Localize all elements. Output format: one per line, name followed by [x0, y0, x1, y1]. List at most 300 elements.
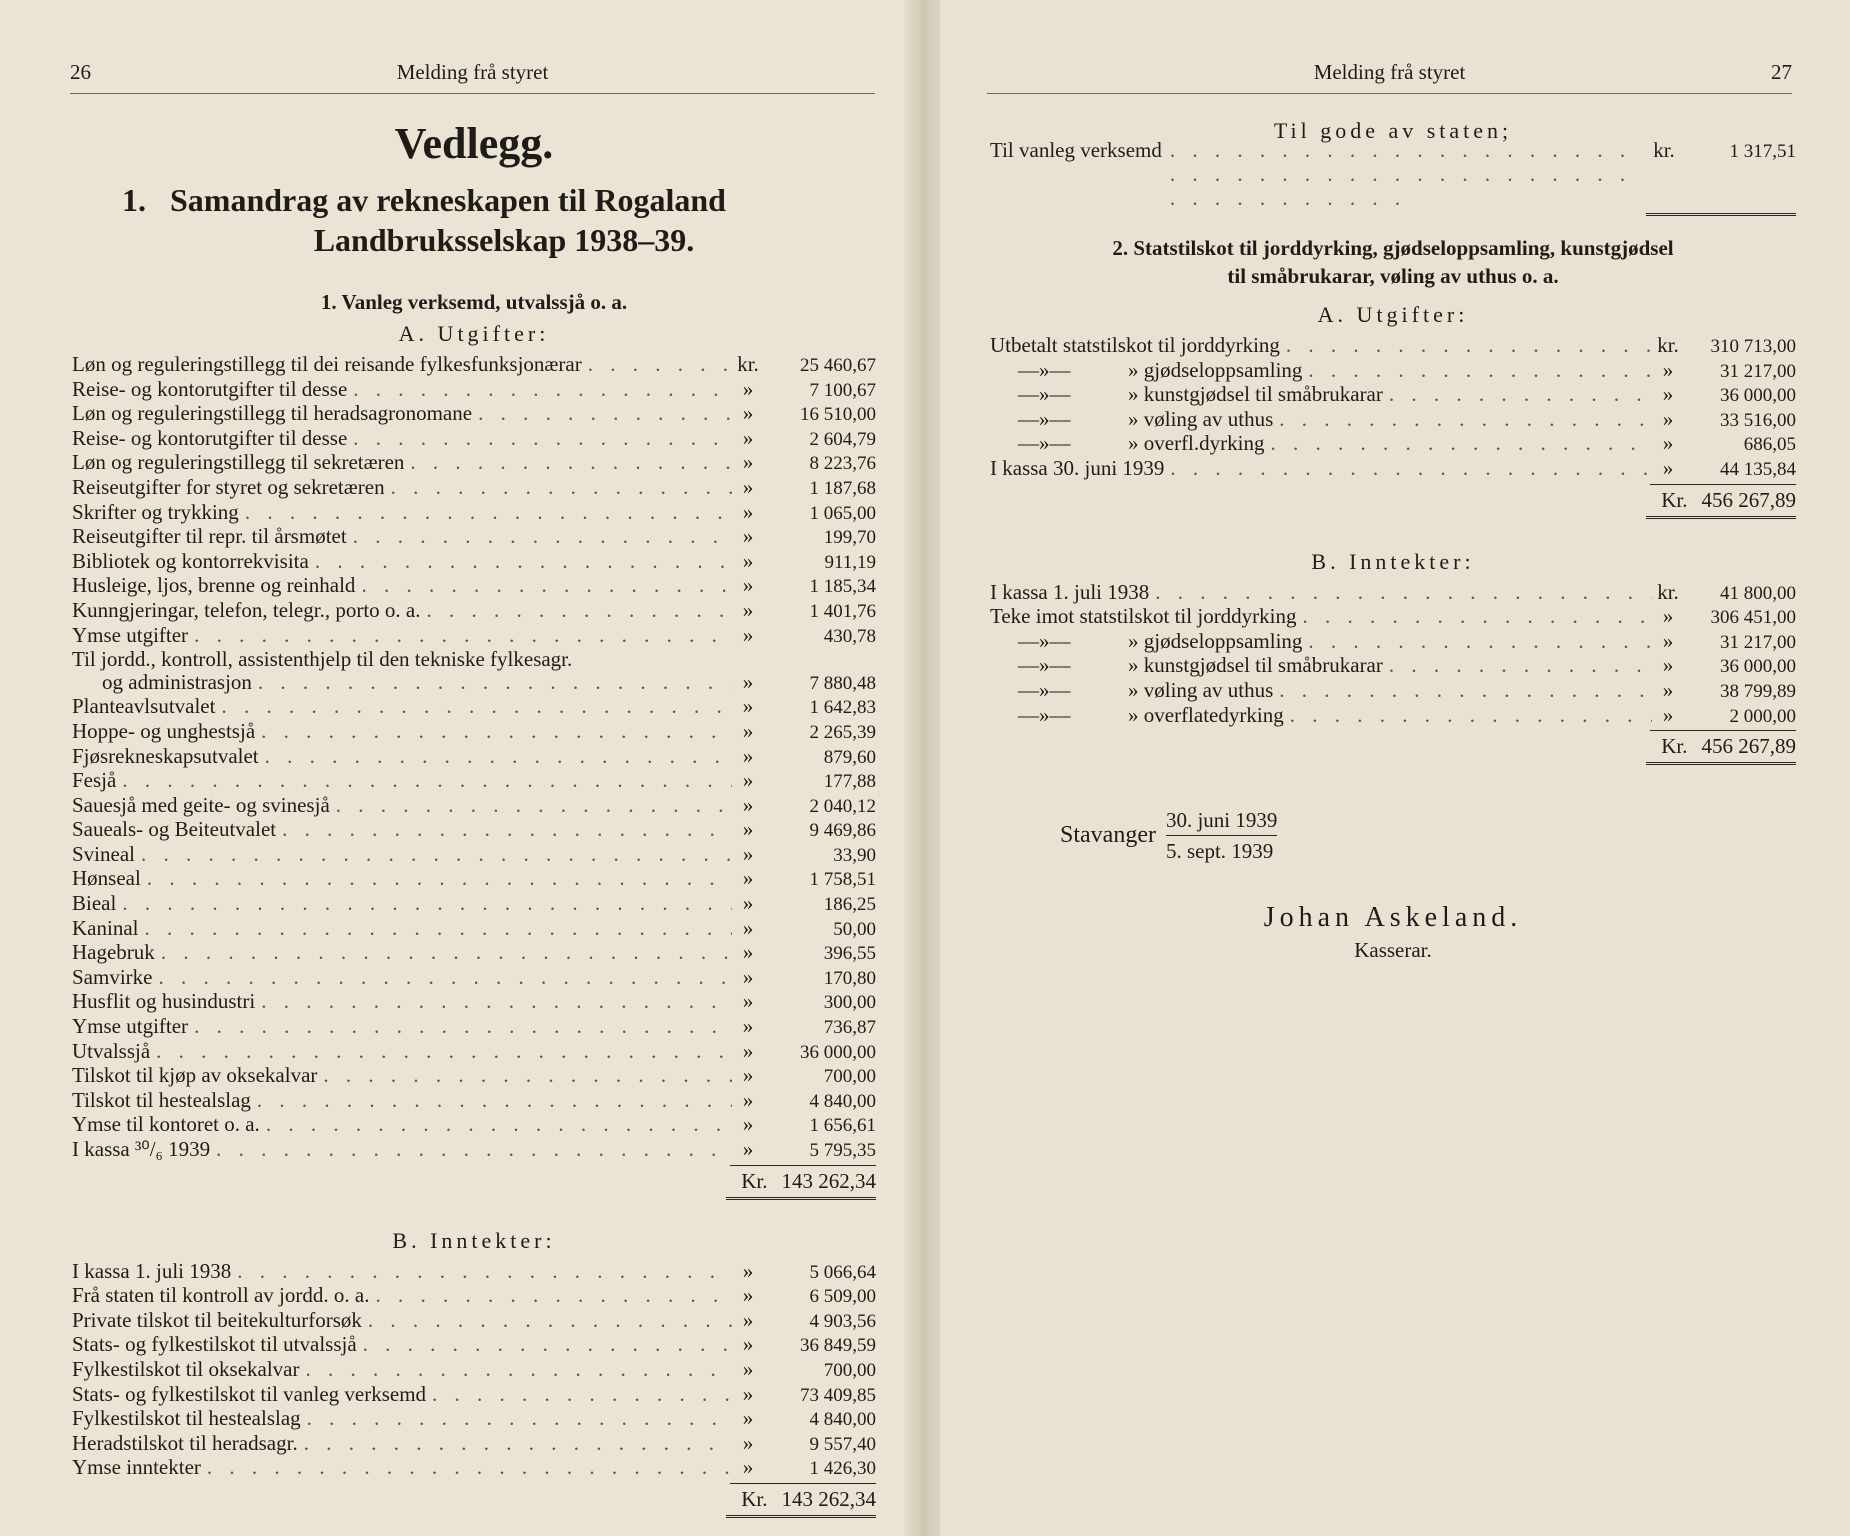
leader-dots: [252, 671, 732, 694]
ledger-amount: 4 903,56: [809, 1310, 876, 1332]
ledger-amount: 700,00: [823, 1066, 876, 1088]
ledger-label-text: Reise- og kontorutgifter til desse: [72, 376, 348, 401]
leader-dots: [1273, 408, 1652, 431]
ledger-row: [72, 695, 876, 720]
ledger-unit: »: [742, 597, 754, 622]
ledger-row: [990, 679, 1796, 704]
ledger-row: [72, 1113, 876, 1138]
ledger-label: [990, 704, 1284, 727]
ledger-amount: 300,00: [823, 992, 876, 1014]
ditto-mark: —»—: [1018, 653, 1071, 678]
ledger-unit: »: [742, 1356, 754, 1381]
ledger-label: [72, 525, 347, 548]
ledger-row: [72, 402, 876, 427]
ledger-label: [72, 818, 276, 841]
ledger-label-text: Stats- og fylkestilskot til utvalssjå: [72, 1332, 357, 1357]
ledger-amount: 306 451,00: [1710, 607, 1796, 629]
ledger-label-text: Reiseutgifter til repr. til årsmøtet: [72, 524, 347, 549]
ledger-row: [72, 720, 876, 745]
ledger-label-text: I kassa 30. juni 1939: [990, 455, 1165, 480]
ledger-amount: 700,00: [823, 1359, 876, 1381]
ledger-row: [990, 383, 1796, 408]
ledger-row: [990, 605, 1796, 630]
total-amount: 143 262,34: [781, 1486, 876, 1511]
ledger-label-text: Private tilskot til beitekulturforsøk: [72, 1307, 362, 1332]
leader-dots: [420, 599, 732, 622]
ledger-unit: »: [1662, 455, 1674, 480]
ledger-row: [990, 654, 1796, 679]
ledger-amount: 38 799,89: [1720, 680, 1796, 702]
leader-dots: [255, 990, 732, 1013]
ledger-unit: »: [742, 891, 754, 916]
ledger-amount: 1 758,51: [809, 869, 876, 891]
ledger-unit: »: [742, 694, 754, 719]
ledger-label-text: Løn og reguleringstillegg til heradsagronomane: [72, 401, 473, 426]
ledger-label: [72, 550, 309, 573]
ledger-label: [990, 457, 1164, 480]
income-total: [990, 730, 1796, 759]
leader-dots: [276, 818, 732, 841]
book-gutter: [904, 0, 940, 1536]
ledger-unit: »: [742, 792, 754, 817]
ledger-label-text: og administrasjon: [102, 669, 252, 694]
ledger-label-text: Samvirke: [72, 964, 153, 989]
ledger-label: [990, 432, 1264, 455]
ledger-amount: 2 265,39: [809, 721, 876, 743]
ledger-row: [990, 408, 1796, 433]
ledger-amount: 9 557,40: [809, 1433, 876, 1455]
ledger-unit: »: [742, 718, 754, 743]
total-amount: 456 267,89: [1701, 734, 1796, 759]
leader-dots: [260, 1113, 732, 1136]
right-page: [922, 0, 1850, 1536]
ledger-row: [990, 630, 1796, 655]
leader-dots: [369, 1284, 732, 1307]
leader-dots: [1273, 679, 1652, 702]
signer-name: Johan Askeland.: [1263, 902, 1523, 934]
ledger-amount: 396,55: [823, 943, 876, 965]
ledger-label: [72, 1407, 301, 1430]
ledger-row: [72, 501, 876, 526]
place-date: [1060, 805, 1796, 866]
leader-dots: [347, 378, 732, 401]
ledger-label: [72, 427, 347, 450]
ledger-label: [72, 624, 188, 647]
ledger-label: [990, 630, 1302, 653]
ledger-label-text: Teke imot statstilskot til jorddyrking: [990, 604, 1297, 629]
ditto-mark: —»—: [1018, 628, 1071, 653]
total-unit: Kr.: [1661, 734, 1688, 759]
ledger-unit: »: [742, 1112, 754, 1137]
ledger-label-text: Sauesjå med geite- og svinesjå: [72, 792, 330, 817]
leader-dots: [141, 867, 732, 890]
ledger-label: [72, 843, 135, 866]
section2-line1: 2. Statstilskot til jorddyrking, gjødseloppsamling, kunstgjødsel: [1112, 236, 1674, 260]
ledger-unit: »: [742, 401, 754, 426]
leader-dots: [385, 476, 732, 499]
ledger-label-text: I kassa ³⁰/₆ 1939: [72, 1137, 211, 1161]
income-heading: B. Inntekter:: [392, 1227, 556, 1253]
ledger-unit: »: [1662, 604, 1674, 629]
ledger-unit: »: [742, 964, 754, 989]
left-page-content: [72, 118, 876, 1518]
leader-dots: [1264, 432, 1652, 455]
section2-title: [990, 234, 1796, 290]
ledger-label-text: Tilskot til kjøp av oksekalvar: [72, 1063, 318, 1088]
ledger-amount: 2 040,12: [809, 795, 876, 817]
ledger-label: [72, 1333, 357, 1356]
ledger-amount: 9 469,86: [809, 820, 876, 842]
ledger-row: [72, 892, 876, 917]
left-page-header: [70, 60, 875, 94]
ledger-label: [72, 966, 152, 989]
ledger-row: [990, 432, 1796, 457]
ledger-label-text: Bieal: [72, 891, 117, 916]
ledger-row: [72, 818, 876, 843]
ledger-label: [72, 451, 404, 474]
income-list: [990, 581, 1796, 729]
ledger-label: [72, 867, 141, 890]
ledger-label: [990, 334, 1280, 357]
ledger-label: [990, 581, 1149, 604]
ledger-row: [72, 769, 876, 794]
ledger-amount: 73 409,85: [800, 1384, 876, 1406]
ledger-label-text: Utbetalt statstilskot til jorddyrking: [990, 333, 1280, 357]
ledger-label: [72, 1089, 251, 1112]
leader-dots: [330, 794, 732, 817]
ledger-label-text: Frå staten til kontroll av jordd. o. a.: [72, 1283, 370, 1308]
date-1: 30. juni 1939: [1166, 805, 1277, 836]
ledger-label-text: Bibliotek og kontorrekvisita: [72, 548, 309, 573]
ledger-amount: 5 066,64: [809, 1261, 876, 1283]
ledger-label: [72, 402, 472, 425]
ledger-unit: »: [742, 669, 754, 694]
ledger-label: [72, 501, 239, 524]
ledger-unit: »: [742, 1381, 754, 1406]
ledger-row: [72, 1358, 876, 1383]
signer-role: Kasserar.: [1354, 938, 1432, 963]
ledger-row: [72, 1015, 876, 1040]
place: Stavanger: [1060, 822, 1156, 849]
ledger-label: [72, 1138, 210, 1161]
page-number: 26: [70, 60, 91, 84]
ledger-label: [990, 679, 1273, 702]
subsection-title: 1. Vanleg verksemd, utvalssjå o. a.: [320, 290, 628, 314]
ledger-row: [72, 917, 876, 942]
double-rule: [1646, 213, 1796, 216]
ledger-amount: 36 000,00: [1720, 656, 1796, 678]
ledger-amount: 177,88: [823, 771, 876, 793]
leader-dots: [1383, 654, 1652, 677]
ditto-mark: —»—: [1018, 702, 1071, 727]
ledger-amount: 2 000,00: [1729, 705, 1796, 727]
leader-dots: [188, 624, 732, 647]
ledger-unit: »: [742, 1137, 754, 1161]
running-head: Melding frå styret: [1313, 60, 1466, 84]
ledger-row: [72, 525, 876, 550]
ledger-label-text: Kunngjeringar, telefon, telegr., porto o. a.: [72, 597, 421, 622]
ledger-label-text: » overfl.dyrking: [1128, 431, 1265, 456]
ledger-amount: 430,78: [823, 625, 876, 647]
ditto-mark: —»—: [1018, 431, 1071, 456]
leader-dots: [201, 1456, 732, 1479]
ledger-amount: 8 223,76: [809, 453, 876, 475]
section-title: [72, 180, 876, 260]
ledger-unit: »: [742, 1332, 754, 1357]
total-unit: Kr.: [741, 1168, 768, 1193]
ledger-label: [72, 671, 252, 694]
leader-dots: [1149, 581, 1652, 604]
ledger-label: [72, 941, 155, 964]
leader-dots: [188, 1015, 732, 1038]
leader-dots: [251, 1089, 732, 1112]
gode-heading: Til gode av staten;: [1273, 118, 1513, 143]
ledger-label: [990, 654, 1383, 677]
leader-dots: [259, 745, 732, 768]
ledger-amount: 1 426,30: [809, 1458, 876, 1480]
ledger-row: [72, 1284, 876, 1309]
ledger-unit: »: [742, 915, 754, 940]
leader-dots: [116, 892, 732, 915]
ledger-unit: »: [742, 1087, 754, 1112]
ledger-unit: »: [742, 817, 754, 842]
leader-dots: [155, 941, 732, 964]
leader-dots: [138, 917, 732, 940]
ledger-label-text: Fylkestilskot til oksekalvar: [72, 1356, 300, 1381]
ledger-label-text: I kassa 1. juli 1938: [72, 1258, 232, 1283]
ledger-label-text: Hoppe- og unghestsjå: [72, 718, 256, 743]
ledger-label: [72, 769, 116, 792]
leader-dots: [301, 1407, 732, 1430]
ledger-label-text: » vøling av uthus: [1128, 677, 1274, 702]
ledger-label-text: Ymse utgifter: [72, 622, 189, 647]
ledger-amount: 31 217,00: [1720, 360, 1796, 382]
ledger-unit: »: [742, 450, 754, 475]
ledger-row: [72, 1309, 876, 1334]
ledger-label-text: Utvalssjå: [72, 1038, 151, 1063]
ledger-amount: 1 642,83: [809, 697, 876, 719]
total-amount: 143 262,34: [781, 1168, 876, 1193]
ledger-label: [990, 408, 1273, 431]
ledger-label-text: Planteavlsutvalet: [72, 694, 216, 719]
ledger-label-text: Skrifter og trykking: [72, 499, 239, 524]
expenses-list: [990, 334, 1796, 482]
ledger-label-text: Reiseutgifter for styret og sekretæren: [72, 474, 385, 499]
ledger-unit: »: [742, 1430, 754, 1455]
ledger-label-text: Ymse til kontoret o. a.: [72, 1112, 260, 1137]
leader-dots: [1284, 704, 1652, 727]
ledger-amount: 911,19: [824, 551, 876, 573]
leader-dots: [1164, 457, 1652, 480]
ledger-amount: 36 000,00: [800, 1041, 876, 1063]
ledger-amount: 44 135,84: [1720, 458, 1796, 480]
leader-dots: [404, 451, 732, 474]
ledger-row: [72, 843, 876, 868]
ledger-amount: 1 065,00: [809, 502, 876, 524]
leader-dots: [239, 501, 732, 524]
ledger-label: [72, 353, 582, 376]
ledger-label: [72, 990, 255, 1013]
ledger-label-text: Stats- og fylkestilskot til vanleg verksemd: [72, 1381, 427, 1406]
ledger-amount: 7 880,48: [809, 672, 876, 694]
ledger-label-text: Hagebruk: [72, 940, 155, 965]
ledger-label: [72, 794, 330, 817]
double-rule: [1646, 516, 1796, 519]
ledger-unit: »: [742, 524, 754, 549]
ledger-row: [72, 1040, 876, 1065]
ledger-row: [990, 457, 1796, 482]
leader-dots: [472, 402, 732, 425]
ledger-row: [72, 574, 876, 599]
ledger-label: [990, 359, 1302, 382]
ledger-unit: »: [1662, 628, 1674, 653]
ledger-unit: »: [1662, 677, 1674, 702]
right-page-content: [990, 118, 1796, 963]
ledger-unit: »: [742, 1406, 754, 1431]
ledger-label: [72, 599, 420, 622]
ledger-row: [72, 745, 876, 770]
ledger-label-text: Løn og reguleringstillegg til dei reisande fylkesfunksjonærar: [72, 352, 582, 376]
ledger-label: [72, 1260, 231, 1283]
leader-dots: [299, 1358, 732, 1381]
ledger-label-text: Husleige, ljos, brenne og reinhald: [72, 573, 356, 598]
leader-dots: [116, 769, 732, 792]
leader-dots: [255, 720, 732, 743]
ledger-row: [72, 624, 876, 649]
ledger-row: [72, 794, 876, 819]
ledger-unit: »: [742, 1307, 754, 1332]
section-title-line1: Samandrag av rekneskapen til Rogaland: [170, 182, 726, 218]
ledger-unit: »: [1662, 653, 1674, 678]
ledger-label: [72, 1358, 299, 1381]
ledger-label-text: Ymse utgifter: [72, 1014, 189, 1039]
ledger-unit: »: [742, 376, 754, 401]
gode-amount: 1 317,51: [1729, 141, 1796, 162]
ledger-label-text: Til jordd., kontroll, assistenthjelp til den tekniske fylkesagr.: [72, 647, 573, 672]
ledger-label: [72, 1456, 201, 1479]
leader-dots: [1302, 630, 1652, 653]
ledger-row: [72, 1064, 876, 1089]
ledger-amount: 6 509,00: [809, 1286, 876, 1308]
ledger-amount: 4 840,00: [809, 1409, 876, 1431]
ledger-amount: 50,00: [833, 918, 876, 940]
ledger-label: [72, 1309, 362, 1332]
ledger-amount: 186,25: [823, 894, 876, 916]
leader-dots: [362, 1309, 732, 1332]
ledger-row: [72, 966, 876, 991]
leader-dots: [426, 1383, 732, 1406]
ledger-unit: kr.: [1657, 579, 1679, 604]
section2-line2: til småbrukarar, vøling av uthus o. a.: [1227, 264, 1559, 288]
double-rule: [726, 1197, 876, 1200]
leader-dots: [582, 353, 732, 376]
ledger-label-text: » kunstgjødsel til småbrukarar: [1128, 382, 1383, 407]
ledger-unit: »: [742, 622, 754, 647]
ledger-unit: »: [1662, 357, 1674, 382]
expenses-total: [72, 1165, 876, 1194]
ledger-row: [72, 1260, 876, 1285]
ledger-label-text: Tilskot til hestealslag: [72, 1087, 251, 1112]
leader-dots: [357, 1333, 732, 1356]
ledger-unit: »: [742, 499, 754, 524]
leader-dots: [1280, 334, 1652, 357]
ledger-row: [72, 941, 876, 966]
ledger-label: [72, 378, 347, 401]
gode-label: Til vanleg verksemd: [990, 138, 1162, 162]
right-page-header: [987, 60, 1792, 94]
ledger-label: [72, 1064, 317, 1087]
ledger-amount: 686,05: [1743, 434, 1796, 456]
ledger-label-text: » vøling av uthus: [1128, 406, 1274, 431]
ledger-label-text: Reise- og kontorutgifter til desse: [72, 425, 348, 450]
ledger-label-text: » gjødseloppsamling: [1128, 628, 1303, 653]
section-number: 1.: [122, 182, 146, 218]
ledger-row: [990, 334, 1796, 359]
ledger-amount: 31 217,00: [1720, 631, 1796, 653]
ditto-mark: —»—: [1018, 677, 1071, 702]
ledger-amount: 1 401,76: [809, 600, 876, 622]
ledger-unit: »: [742, 989, 754, 1014]
leader-dots: [1297, 605, 1652, 628]
leader-dots: [309, 550, 732, 573]
left-page: [0, 0, 922, 1536]
ledger-row: [72, 1432, 876, 1457]
ledger-row: [72, 378, 876, 403]
leader-dots: [135, 843, 732, 866]
ledger-unit: »: [742, 743, 754, 768]
leader-dots: [355, 574, 732, 597]
ledger-unit: »: [1662, 431, 1674, 456]
ledger-label-text: I kassa 1. juli 1938: [990, 579, 1150, 604]
double-rule: [726, 1515, 876, 1518]
ledger-amount: 25 460,67: [800, 355, 876, 376]
ledger-row: [72, 353, 876, 378]
ledger-label: [72, 1040, 150, 1063]
ledger-amount: 7 100,67: [809, 379, 876, 401]
ledger-unit: »: [742, 1014, 754, 1039]
ledger-amount: 879,60: [823, 746, 876, 768]
income-heading: B. Inntekter:: [1311, 548, 1475, 574]
income-list: [72, 1260, 876, 1481]
ledger-label: [990, 383, 1383, 406]
ledger-unit: »: [742, 1455, 754, 1480]
ledger-amount: 36 000,00: [1720, 385, 1796, 407]
ledger-label-text: Svineal: [72, 841, 135, 866]
ledger-unit: »: [742, 573, 754, 598]
leader-dots: [298, 1432, 732, 1455]
leader-dots: [210, 1138, 732, 1161]
ledger-unit: »: [742, 768, 754, 793]
ledger-row: [72, 867, 876, 892]
ditto-mark: —»—: [1018, 406, 1071, 431]
ledger-label-text: » overflatedyrking: [1128, 702, 1284, 727]
ledger-unit: »: [1662, 406, 1674, 431]
ledger-amount: 33,90: [833, 844, 876, 866]
ledger-unit: »: [742, 474, 754, 499]
total-unit: Kr.: [1661, 487, 1688, 512]
main-title: Vedlegg.: [394, 119, 554, 168]
ledger-label: [72, 1113, 260, 1136]
ledger-label: [72, 917, 138, 940]
date-2: 5. sept. 1939: [1165, 839, 1274, 864]
ledger-unit: »: [742, 548, 754, 573]
ledger-unit: »: [742, 1063, 754, 1088]
ledger-row: [990, 581, 1796, 606]
ledger-row: [72, 550, 876, 575]
ledger-label: [72, 1015, 188, 1038]
ledger-amount: 310 713,00: [1710, 336, 1796, 357]
ledger-amount: 1 185,34: [809, 576, 876, 598]
